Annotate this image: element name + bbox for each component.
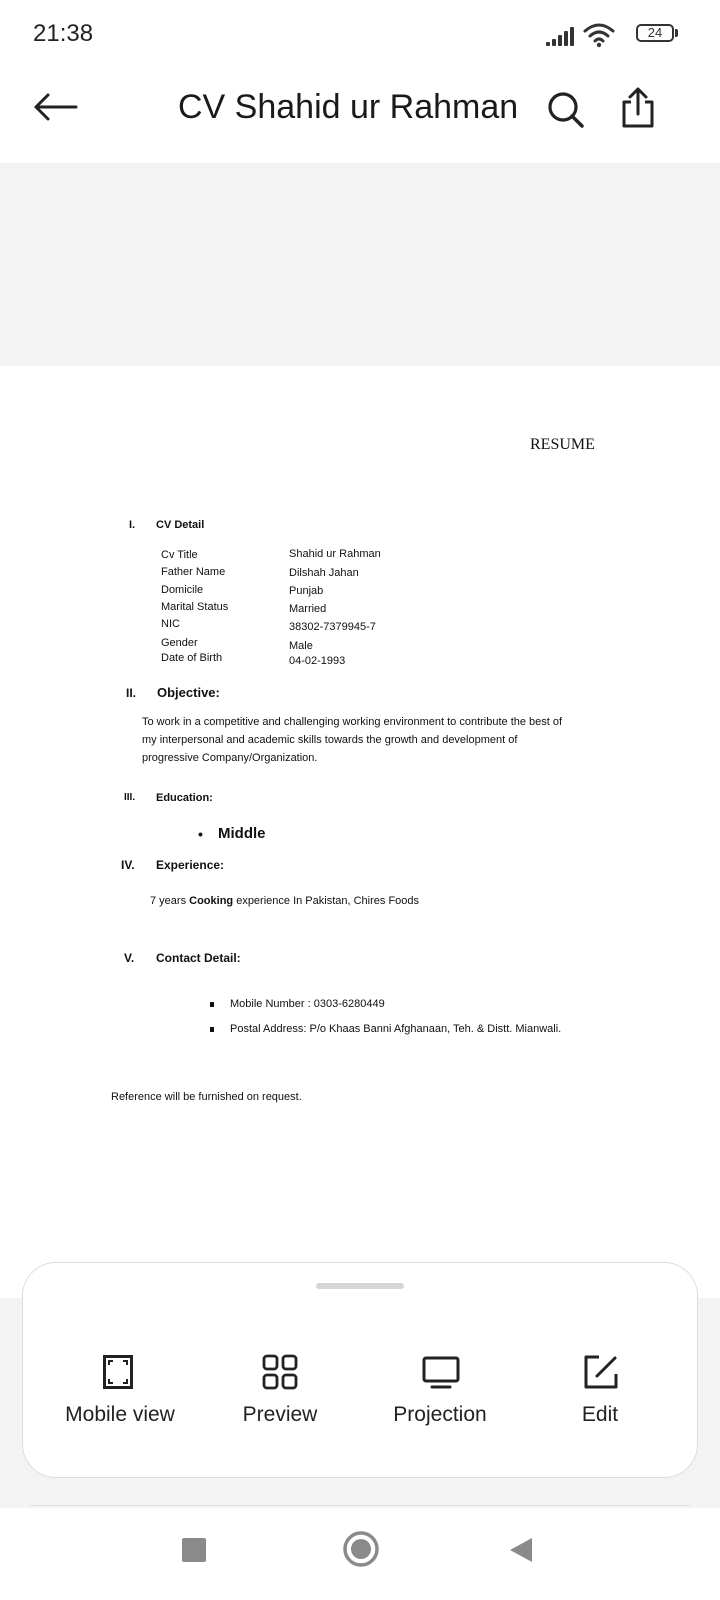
signal-icon: [546, 26, 576, 46]
section-number: V.: [124, 951, 135, 965]
cv-label: Marital Status: [161, 601, 229, 613]
section-number: IV.: [121, 858, 135, 872]
projection-label: Projection: [393, 1403, 487, 1426]
battery-icon: 24: [636, 24, 674, 42]
objective-line: my interpersonal and academic skills towards the growth and development of: [142, 734, 518, 746]
recent-apps-icon[interactable]: [182, 1538, 206, 1562]
cv-label: NIC: [161, 618, 180, 630]
reference-note: Reference will be furnished on request.: [111, 1091, 302, 1103]
section-number: II.: [126, 686, 137, 700]
document-page[interactable]: [0, 366, 720, 1286]
battery-tip: [675, 29, 678, 37]
cv-label: Gender: [161, 637, 198, 649]
section-title-cv-detail: CV Detail: [156, 519, 205, 531]
education-item: Middle: [218, 825, 266, 842]
search-icon[interactable]: [546, 90, 586, 130]
edit-label: Edit: [581, 1403, 619, 1426]
contact-bullet: [210, 1027, 214, 1032]
objective-line: To work in a competitive and challenging working environment to contribute the best of: [142, 716, 563, 728]
section-title-experience: Experience:: [156, 858, 225, 872]
section-number: III.: [124, 792, 136, 803]
mobile-view-label: Mobile view: [65, 1403, 175, 1426]
education-bullet: •: [198, 826, 203, 842]
status-time: 21:38: [33, 20, 94, 47]
experience-text: [150, 895, 419, 907]
contact-item: Postal Address: P/o Khaas Banni Afghanaan, Teh. & Distt. Mianwali.: [230, 1023, 562, 1035]
cv-value: 04-02-1993: [289, 655, 346, 667]
section-title-education: Education:: [156, 792, 213, 804]
wifi-icon: [583, 22, 615, 48]
cv-label: Father Name: [161, 566, 226, 578]
monitor-icon: [422, 1356, 460, 1390]
cv-value: Dilshah Jahan: [289, 567, 359, 579]
back-triangle-icon[interactable]: [508, 1536, 534, 1564]
edit-icon: [582, 1353, 620, 1391]
cv-value: 38302-7379945-7: [289, 621, 376, 633]
experience-pre: 7 years: [150, 895, 190, 907]
section-title-contact: Contact Detail:: [156, 951, 241, 965]
mobile-view-icon: [103, 1355, 133, 1389]
page-title: CV Shahid ur Rahman: [178, 88, 519, 126]
resume-heading: RESUME: [530, 436, 595, 453]
cv-label: Date of Birth: [161, 652, 223, 664]
share-icon[interactable]: [618, 86, 658, 130]
home-icon[interactable]: [342, 1530, 380, 1568]
back-arrow-icon[interactable]: [32, 92, 78, 122]
preview-label: Preview: [242, 1403, 318, 1426]
cv-value: Shahid ur Rahman: [289, 548, 381, 560]
cv-label: Domicile: [161, 584, 204, 596]
contact-item: Mobile Number : 0303-6280449: [230, 998, 385, 1010]
grid-preview-icon: [262, 1354, 298, 1390]
document-top-margin: [0, 163, 720, 366]
sheet-drag-handle[interactable]: [316, 1283, 404, 1289]
cv-label: Cv Title: [161, 549, 198, 561]
cv-value: Male: [289, 640, 313, 652]
nav-bar-divider: [30, 1505, 690, 1506]
section-title-objective: Objective:: [157, 685, 220, 700]
cv-value: Punjab: [289, 585, 324, 597]
section-number: I.: [129, 519, 136, 531]
objective-line: progressive Company/Organization.: [142, 752, 318, 764]
cv-value: Married: [289, 603, 327, 615]
experience-bold: Cooking: [189, 895, 234, 907]
contact-bullet: [210, 1002, 214, 1007]
experience-post: experience In Pakistan, Chires Foods: [233, 895, 420, 907]
